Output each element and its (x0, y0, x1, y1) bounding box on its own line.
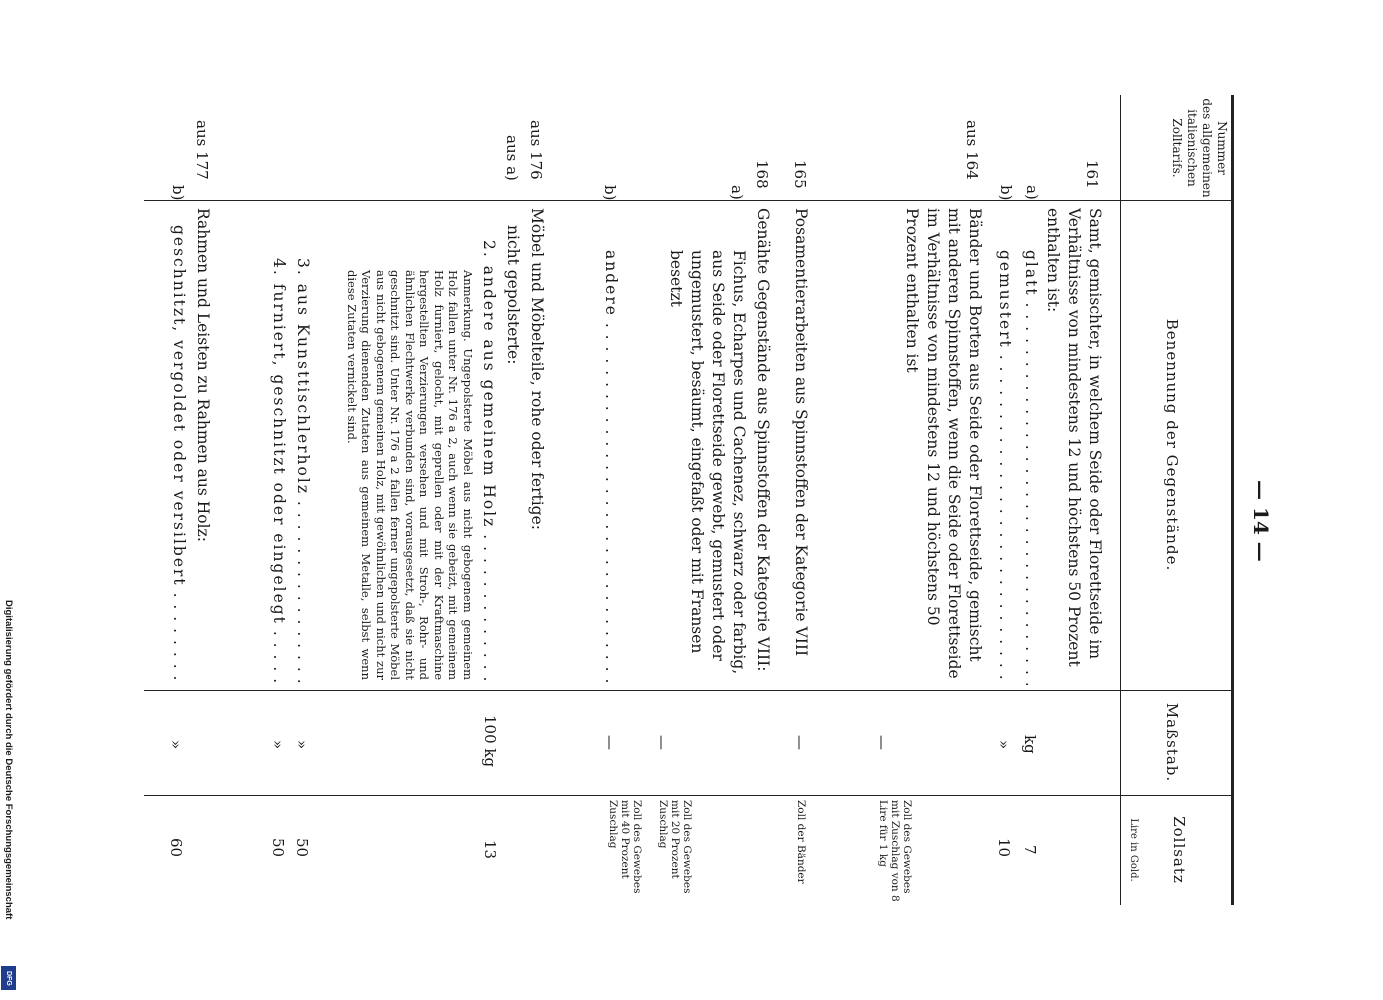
table-top-rule (1231, 95, 1234, 905)
header-bottom-rule (1120, 95, 1121, 905)
row-number: a) (728, 185, 746, 200)
credit-text: Digitalisierung gefördert durch die Deutsche Forschungsgemeinschaft (3, 600, 14, 920)
row-unit: kg (1021, 735, 1039, 754)
row-number: 161 (1083, 160, 1101, 189)
row-description: nicht gepolsterte: (504, 225, 522, 365)
row-description (994, 250, 1015, 685)
row-label: gemustert . . . (996, 250, 1014, 685)
row-description (268, 258, 289, 685)
header-massstab: Maßstab. (1163, 702, 1181, 783)
row-label: 2. andere aus gemeinem Holz . . . (480, 240, 498, 685)
note-anmerkung: Anmerkung. Ungepolsterte Möbel aus nicht gebogenem gemeinem Holz fallen unter Nr. 176 a 2, auch wenn sie gebeizt, mit gemeinem Holz furniert, gelocht, mit geprellen oder mit der Kraftmaschine hergestellten Verzierungen versehen und mit Stroh-, Rohr- und ähnlichen Flechtwerke verbunden sind, vorausgesetzt, daß sie nicht geschnitzt sind. Unter Nr. 176 a 2 fallen ferner ungepolsterte Möbel aus nicht gebogenem gemeinen Holz, mit gewöhnlichen und nicht zur Verzierung dienenden Zutaten aus gemeinem Metalle, selbst wenn diese Zutaten vernickelt sind. (345, 270, 475, 680)
page-number: — 14 — (1249, 480, 1273, 562)
row-description (478, 240, 499, 685)
row-unit: » (269, 740, 287, 750)
row-rate: 10 (995, 838, 1013, 858)
header-nummer (1169, 97, 1229, 199)
row-label: 3. aus Kunsttischlerholz . . . (294, 258, 312, 685)
row-unit: 100 kg (481, 715, 499, 768)
row-description: Fichus, Echarpes und Cachenez, schwarz oder farbig, aus Seide oder Florettseide gewebt, gemustert oder ungemustert, besäumt, eingefaßt oder mit Fransen besetzt (667, 250, 748, 675)
row-rate: 13 (481, 840, 499, 860)
row-rate: Zoll des Gewebes mit 20 Prozent Zuschlag (657, 800, 693, 894)
row-rate: 60 (167, 838, 185, 858)
row-number: aus a) (503, 135, 521, 181)
column-divider-2 (144, 690, 1234, 691)
header-zollsatz: Zollsatz (1170, 816, 1188, 884)
row-label: 4. furniert, geschnitzt oder eingelegt . . . (270, 258, 288, 685)
row-description (1020, 250, 1041, 685)
header-zollsatz-unit: Lire in Gold. (1128, 818, 1139, 882)
row-description: Bänder und Borten aus Seide oder Florettseide, gemischt mit anderen Spinnstoffen, wenn die Seide oder Florettseide im Verhältnisse von mindestens 12 und höchstens 50 Prozent enthalten ist (903, 208, 984, 679)
row-description: Samt, gemischter, in welchem Seide oder Florettseide im Verhältnisse von mindestens 12 und höchstens 50 Prozent enthalten ist: (1044, 208, 1104, 667)
row-number: 165 (791, 160, 809, 189)
row-unit: » (293, 740, 311, 750)
row-label: geschnitzt, vergoldet oder versilbert . . . (170, 225, 188, 685)
row-number: 168 (753, 160, 771, 189)
row-rate: Zoll der Bänder (795, 800, 807, 884)
row-unit: » (995, 740, 1013, 750)
row-number: aus 164 (963, 120, 981, 180)
rotated-tariff-page (141, 0, 1291, 1000)
row-description: Genähte Gegenstände aus Spinnstoffen der Kategorie VIII: (754, 208, 772, 672)
row-number: b) (997, 185, 1015, 201)
header-nummer-line: Nummer (1215, 121, 1229, 175)
row-unit: — (653, 735, 671, 750)
row-description: Möbel und Möbelteile, rohe oder fertige: (528, 208, 546, 531)
row-description (292, 258, 313, 685)
header-nummer-line: Zolltarifs. (1170, 118, 1184, 178)
row-label: andere . . . (602, 250, 620, 685)
header-nummer-line: des allgemeinen (1200, 98, 1214, 198)
row-rate: 7 (1021, 845, 1039, 855)
row-rate: 50 (293, 838, 311, 858)
row-rate: Zoll des Gewebes mit 40 Prozent Zuschlag (607, 800, 643, 894)
row-number: aus 176 (527, 120, 545, 180)
row-unit: » (167, 740, 185, 750)
column-divider-3 (144, 795, 1234, 796)
row-unit: — (791, 735, 809, 750)
row-number: b) (169, 185, 187, 201)
row-description: Posamentierarbeiten aus Spinnstoffen der Kategorie VIII (792, 208, 810, 657)
row-description: Rahmen und Leisten zu Rahmen aus Holz: (194, 208, 212, 542)
row-unit: — (601, 735, 619, 750)
row-number: b) (601, 185, 619, 201)
row-description (168, 225, 189, 685)
header-nummer-line: italienischen (1185, 109, 1199, 187)
row-label: glatt . . . (1022, 250, 1040, 685)
row-unit: — (873, 735, 891, 750)
row-description (600, 250, 621, 685)
row-rate: 50 (269, 838, 287, 858)
row-number: a) (1023, 185, 1041, 200)
row-rate: Zoll des Gewebes mit Zuschlag von 8 Lire für 1 kg (877, 800, 913, 902)
dfg-logo: DFG (1, 966, 16, 990)
row-number: aus 177 (193, 120, 211, 180)
column-divider-1 (144, 200, 1234, 201)
header-benennung: Benennung der Gegenstände. (1163, 318, 1181, 572)
